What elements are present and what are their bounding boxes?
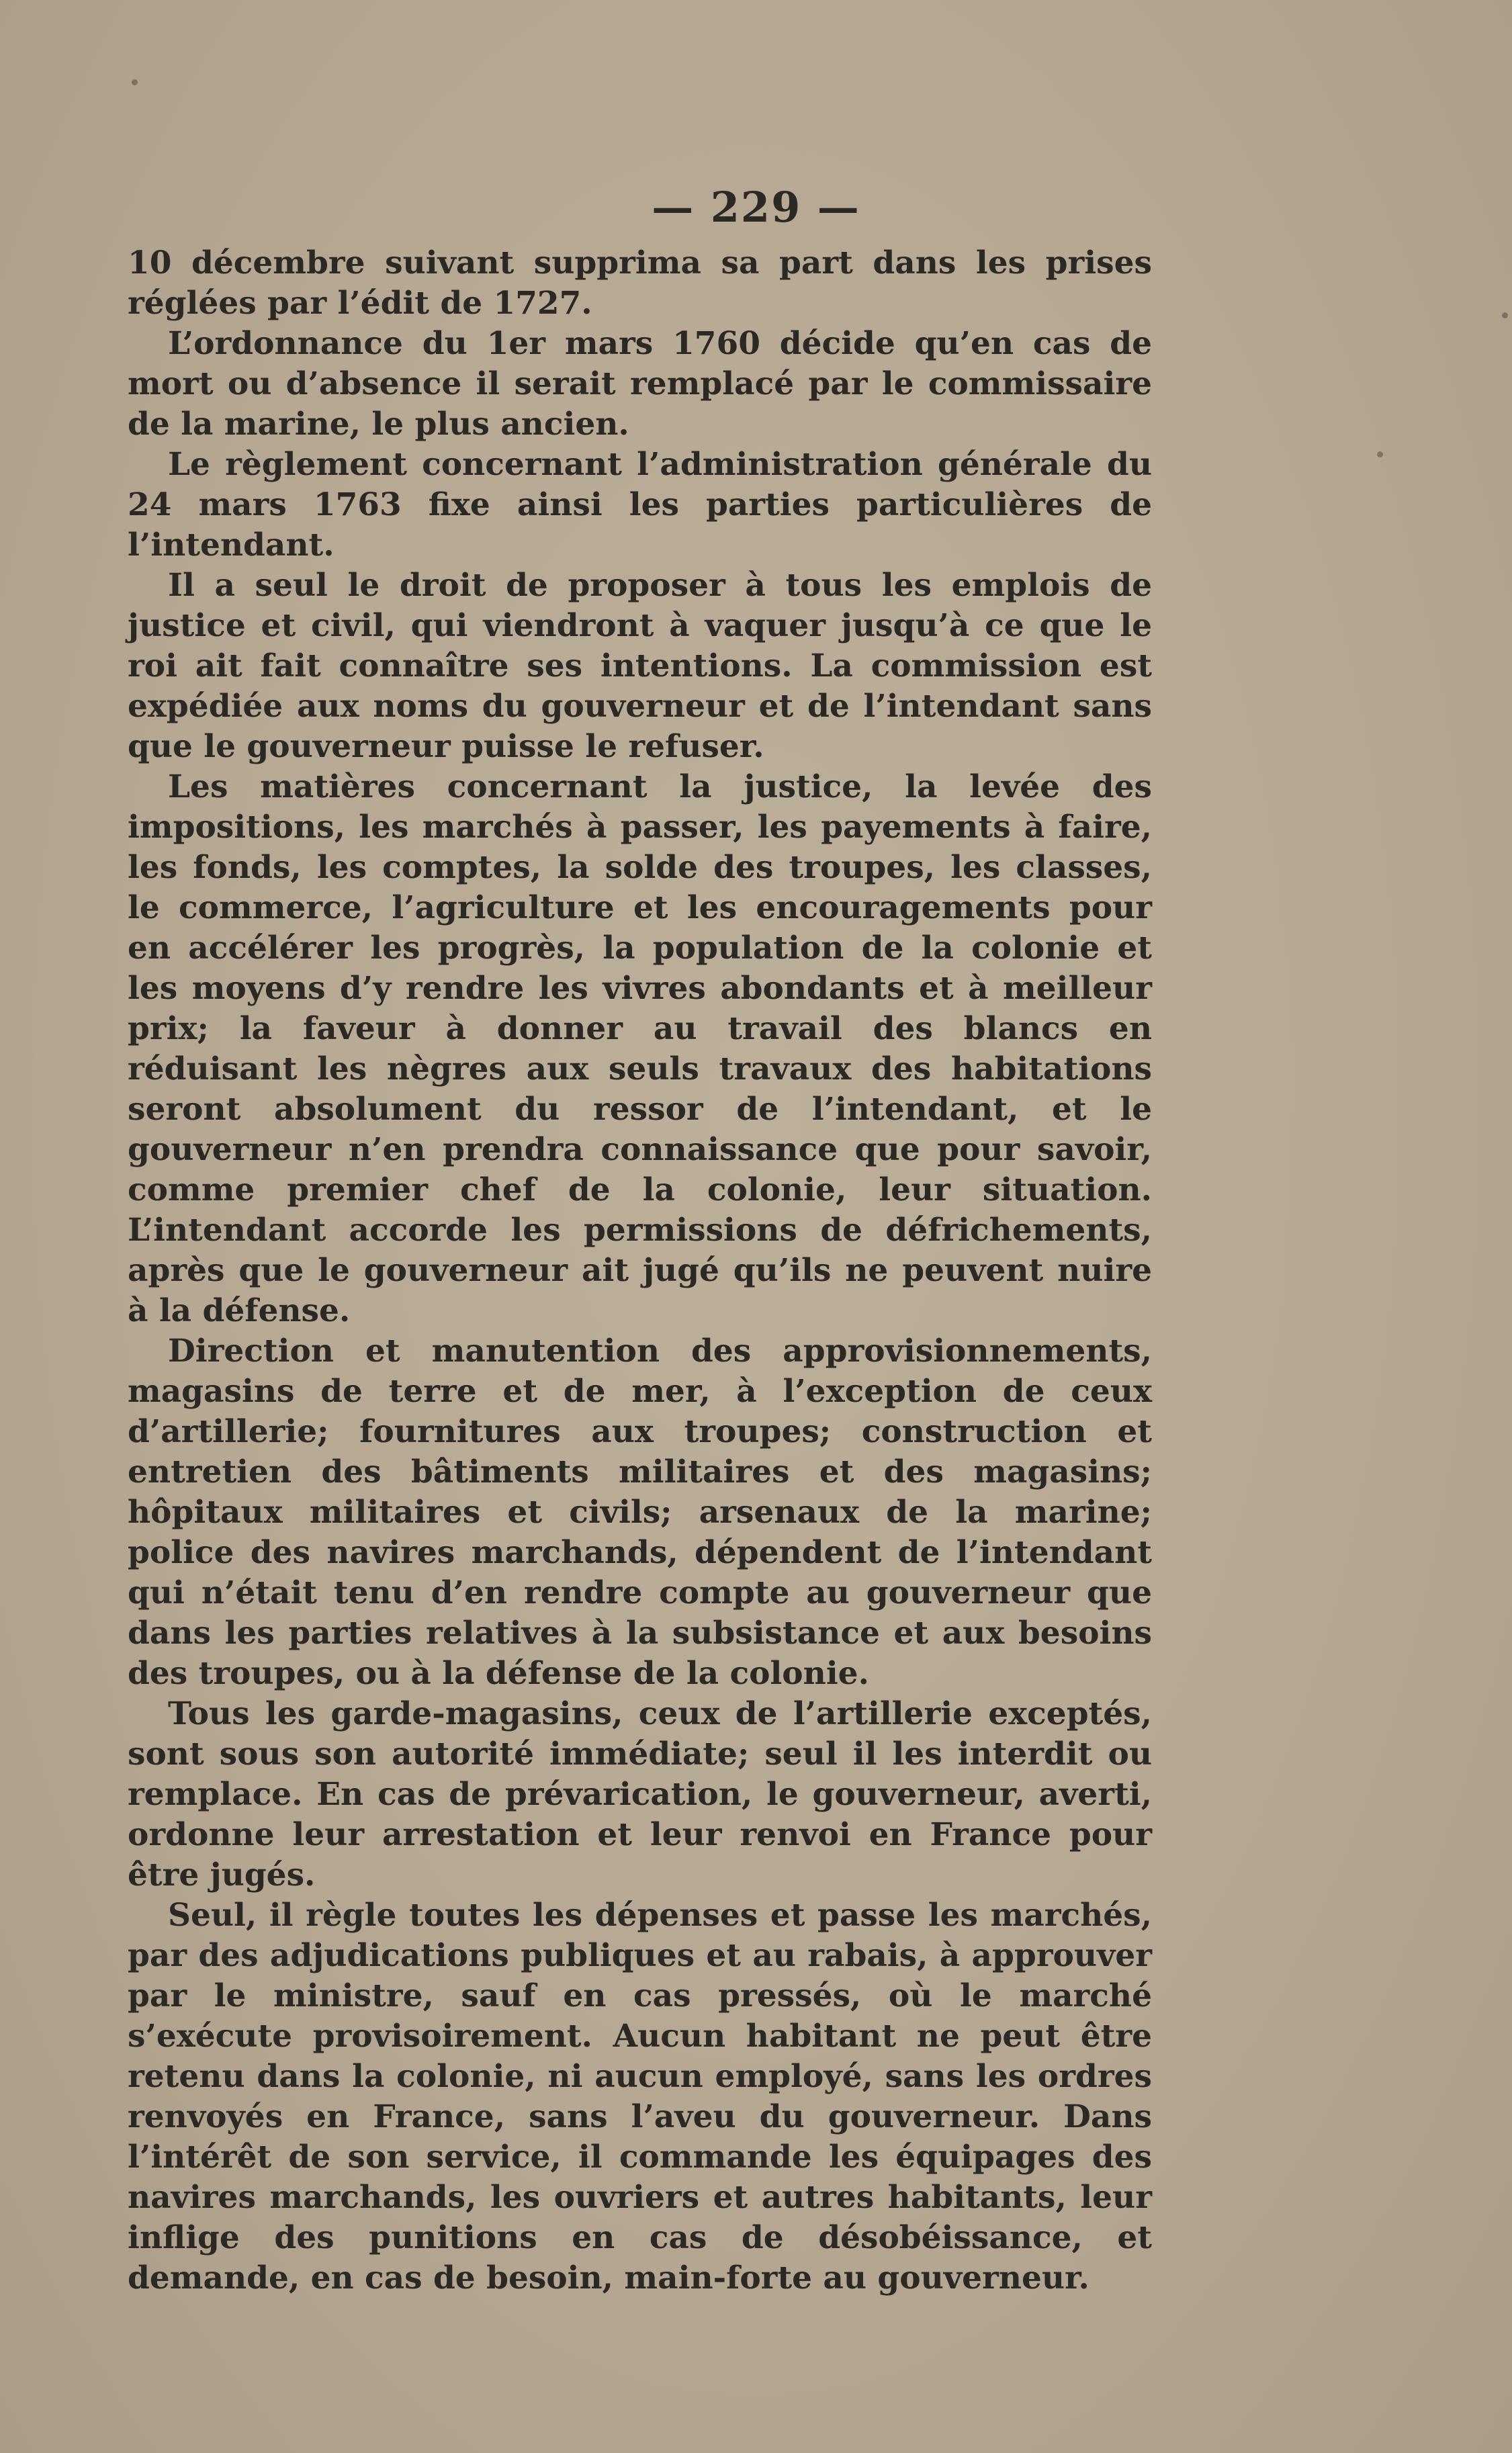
paragraph: Les matières concernant la justice, la levée des impositions, les marchés à passer, les payements à faire, les fonds, les comptes, la solde des troupes, les classes, le commerce, l’agriculture et les encouragements pour en accélérer les progrès, la population de la colonie et les moyens d’y rendre les vivres abondants et à meilleur prix; la faveur à donner au travail des blancs en réduisant les nègres aux seuls travaux des habitations seront absolument du ressor de l’intendant, et le gouverneur n’en prendra connaissance que pour savoir, comme premier chef de la colonie, leur situation. L’intendant accorde les permissions de défrichements, après que le gouverneur ait jugé qu’ils ne peuvent nuire à la défense. xyxy=(128,768,1152,1329)
paragraph: 10 décembre suivant supprima sa part dans les prises réglées par l’édit de 1727. xyxy=(128,244,1152,322)
paper-speck xyxy=(1377,451,1383,457)
paragraph: Tous les garde-magasins, ceux de l’artillerie exceptés, sont sous son autorité immédiate; seul il les interdit ou remplace. En cas de prévarication, le gouverneur, averti, ordonne leur arrestation et leur renvoi en France pour être jugés. xyxy=(128,1695,1152,1893)
paragraph: Seul, il règle toutes les dépenses et passe les marchés, par des adjudications publiques et au rabais, à approuver par le ministre, sauf en cas pressés, où le marché s’exécute provisoirement. Aucun habitant ne peut être retenu dans la colonie, ni aucun employé, sans les ordres renvoyés en France, sans l’aveu du gouverneur. Dans l’intérêt de son service, il commande les équipages des navires marchands, les ouvriers et autres habitants, leur inflige des punitions en cas de désobéissance, et demande, en cas de besoin, main-forte au gouverneur. xyxy=(128,1897,1152,2296)
paragraph: L’ordonnance du 1er mars 1760 décide qu’en cas de mort ou d’absence il serait remplacé par le commissaire de la marine, le plus ancien. xyxy=(128,325,1152,443)
paper-speck xyxy=(1502,312,1508,318)
page-number: — 229 — xyxy=(652,183,860,232)
paragraph: Il a seul le droit de proposer à tous les emplois de justice et civil, qui viendront à vaquer jusqu’à ce que le roi ait fait connaître ses intentions. La commission est expédiée aux noms du gouverneur et de l’intendant sans que le gouverneur puisse le refuser. xyxy=(128,567,1152,765)
paper-speck xyxy=(132,79,138,85)
paragraph: Le règlement concernant l’administration générale du 24 mars 1763 fixe ainsi les parties particulières de l’intendant. xyxy=(128,446,1152,564)
body-text xyxy=(128,243,1152,2299)
paragraph: Direction et manutention des approvisionnements, magasins de terre et de mer, à l’exception de ceux d’artillerie; fournitures aux troupes; construction et entretien des bâtiments militaires et des magasins; hôpitaux militaires et civils; arsenaux de la marine; police des navires marchands, dépendent de l’intendant qui n’était tenu d’en rendre compte au gouverneur que dans les parties relatives à la subsistance et aux besoins des troupes, ou à la défense de la colonie. xyxy=(128,1333,1152,1692)
